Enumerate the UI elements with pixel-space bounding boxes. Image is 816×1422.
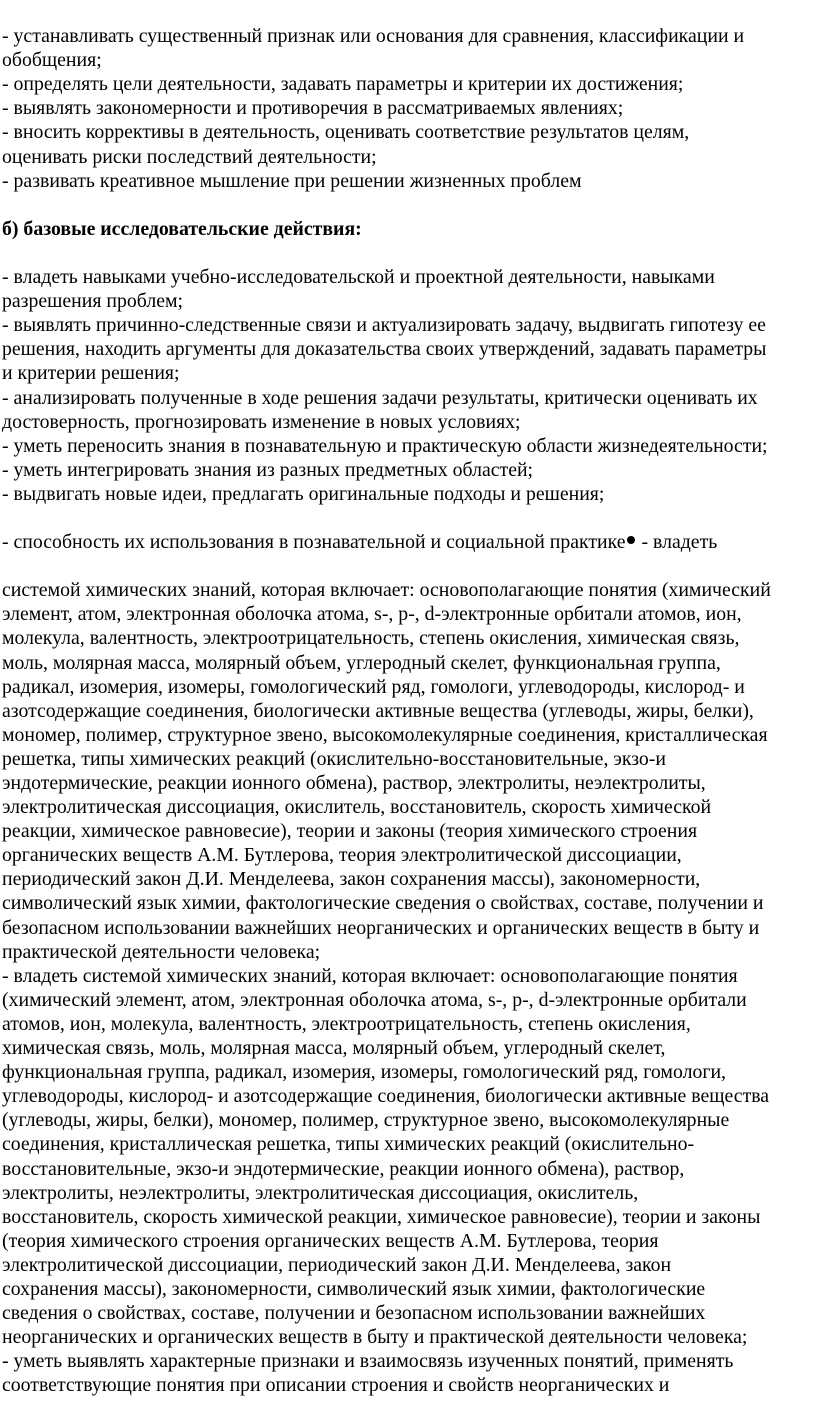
bullet-line-after: - владеть: [636, 531, 718, 554]
text-line: - уметь выявлять характерные признаки и взаимосвязь изученных понятий, применять: [2, 1350, 734, 1373]
text-line: эндотермические, реакции ионного обмена), раствор, электролиты, неэлектролиты,: [2, 772, 706, 794]
text-line: - устанавливать существенный признак или основания для сравнения, классификации и: [2, 25, 745, 48]
text-line: мономер, полимер, структурное звено, высокомолекулярные соединения, кристаллическая: [2, 723, 768, 746]
text-line: (теория химического строения органических веществ А.М. Бутлерова, теория: [2, 1229, 659, 1252]
text-line: - анализировать полученные в ходе решения задачи результаты, критически оценивать их: [2, 386, 758, 409]
bullet-icon: [627, 536, 635, 544]
text-line: разрешения проблем;: [2, 290, 183, 313]
text-line: периодический закон Д.И. Менделеева, закон сохранения массы), закономерности,: [2, 868, 701, 891]
text-line: органических веществ А.М. Бутлерова, теория электролитической диссоциации,: [2, 844, 682, 867]
text-line: - выявлять закономерности и противоречия в рассматриваемых явлениях;: [2, 97, 624, 120]
text-line: молекула, валентность, электроотрицательность, степень окисления, химическая связь,: [2, 627, 740, 650]
text-line: функциональная группа, радикал, изомерия, изомеры, гомологический ряд, гомологи,: [2, 1061, 726, 1084]
bullet-line-before: - способность их использования в познавательной и социальной практике: [2, 531, 626, 554]
list-after-bullet: [2, 578, 814, 1397]
text-line: - выдвигать новые идеи, предлагать оригинальные подходы и решения;: [2, 482, 605, 505]
text-line: решетка, типы химических реакций (окислительно-восстановительные, экзо-и: [2, 747, 666, 770]
text-line: неорганических и органических веществ в быту и практической деятельности человека;: [2, 1326, 748, 1349]
text-line: реакции, химическое равновесие), теории и законы (теория химического строения: [2, 820, 698, 843]
text-line: обобщения;: [2, 49, 102, 72]
text-line: углеводороды, кислород- и азотсодержащие соединения, биологически активные вещества: [2, 1085, 770, 1108]
text-line: - вносить коррективы в деятельность, оценивать соответствие результатов целям,: [2, 121, 690, 144]
text-line: (углеводы, жиры, белки), мономер, полимер, структурное звено, высокомолекулярные: [2, 1109, 730, 1132]
text-line: восстановительные, экзо-и эндотермические, реакции ионного обмена), раствор,: [2, 1157, 685, 1180]
text-line: - уметь интегрировать знания из разных предметных областей;: [2, 458, 534, 481]
text-line: - владеть навыками учебно-исследовательской и проектной деятельности, навыками: [2, 266, 715, 289]
text-line: электролитической диссоциации, периодический закон Д.И. Менделеева, закон: [2, 1253, 672, 1276]
text-line: электролитическая диссоциация, окислитель, восстановитель, скорость химической: [2, 796, 712, 819]
text-line: - уметь переносить знания в познавательную и практическую области жизнедеятельности;: [2, 434, 768, 457]
section-heading: б) базовые исследовательские действия:: [2, 217, 362, 240]
text-line: - развивать креативное мышление при решении жизненных проблем: [2, 169, 582, 192]
list-after-heading: [2, 265, 814, 506]
text-line: химическая связь, моль, молярная масса, молярный объем, углеродный скелет,: [2, 1037, 666, 1060]
text-line: радикал, изомерия, изомеры, гомологический ряд, гомологи, углеводороды, кислород- и: [2, 675, 745, 698]
text-line: - выявлять причинно-следственные связи и актуализировать задачу, выдвигать гипотезу ее: [2, 314, 766, 337]
text-line: (химический элемент, атом, электронная оболочка атома, s-, p-, d-электронные орбитали: [2, 988, 747, 1011]
text-line: элемент, атом, электронная оболочка атома, s-, p-, d-электронные орбитали атомов, ион,: [2, 603, 742, 626]
text-line: соответствующие понятия при описании строения и свойств неорганических и: [2, 1374, 670, 1397]
text-line: практической деятельности человека;: [2, 940, 321, 963]
list-before-heading: [2, 24, 814, 193]
text-line: и критерии решения;: [2, 362, 180, 385]
text-line: моль, молярная масса, молярный объем, углеродный скелет, функциональная группа,: [2, 651, 721, 674]
text-line: восстановитель, скорость химической реакции, химическое равновесие), теории и законы: [2, 1205, 761, 1228]
text-line: - определять цели деятельности, задавать параметры и критерии их достижения;: [2, 73, 684, 96]
text-line: сохранения массы), закономерности, символический язык химии, фактологические: [2, 1277, 706, 1300]
text-line: символический язык химии, фактологические сведения о свойствах, составе, получении и: [2, 892, 764, 915]
text-line: достоверность, прогнозировать изменение в новых условиях;: [2, 410, 521, 433]
text-line: сведения о свойствах, составе, получении и безопасном использовании важнейших: [2, 1302, 706, 1325]
text-line: соединения, кристаллическая решетка, типы химических реакций (окислительно-: [2, 1133, 695, 1156]
bullet-line: [2, 530, 814, 554]
text-line: - владеть системой химических знаний, которая включает: основополагающие понятия: [2, 964, 738, 987]
text-line: решения, находить аргументы для доказательства своих утверждений, задавать параметры: [2, 338, 767, 361]
text-line: азотсодержащие соединения, биологически активные вещества (углеводы, жиры, белки),: [2, 699, 754, 722]
text-line: системой химических знаний, которая включает: основополагающие понятия (химический: [2, 579, 771, 602]
text-line: оценивать риски последствий деятельности;: [2, 145, 377, 168]
text-line: безопасном использовании важнейших неорганических и органических веществ в быту и: [2, 916, 760, 939]
text-line: электролиты, неэлектролиты, электролитическая диссоциация, окислитель,: [2, 1181, 639, 1204]
text-line: атомов, ион, молекула, валентность, электроотрицательность, степень окисления,: [2, 1012, 691, 1035]
